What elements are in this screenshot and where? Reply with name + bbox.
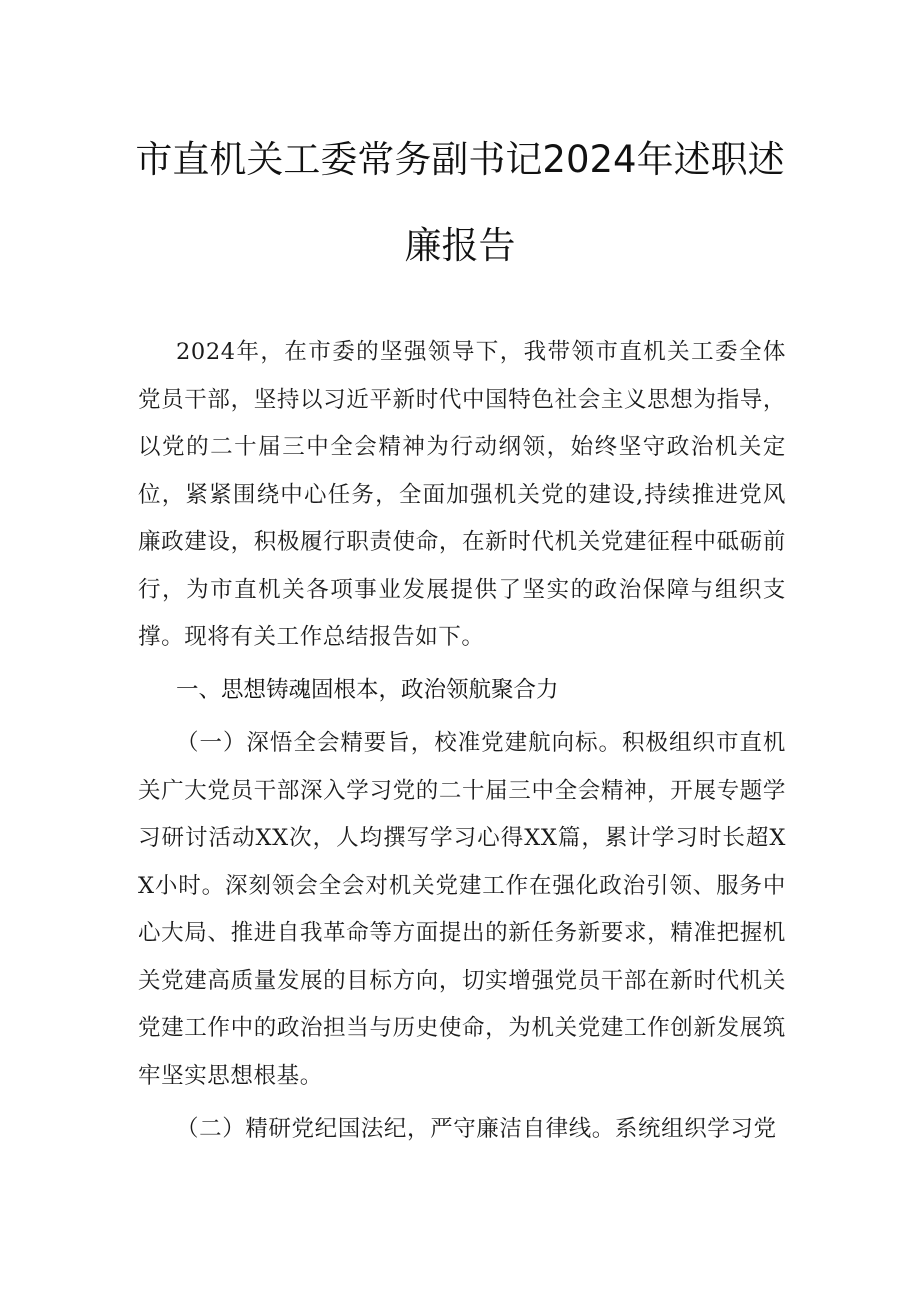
section-heading-1: 一、思想铸魂固根本，政治领航聚合力 xyxy=(176,677,559,703)
subsection-paragraph-2: （二）精研党纪国法纪，严守廉洁自律线。系统组织学习党 xyxy=(176,1116,777,1142)
intro-paragraph: 2024年，在市委的坚强领导下，我带领市直机关工委全体党员干部，坚持以习近平新时代中国特色社会主义思想为指导，以党的二十届三中全会精神为行动纲领，始终坚守政治机关定位，紧紧围绕中心任务，全面加强机关党的建设,持续推进党风廉政建设，积极履行职责使命，在新时代机关党建征程中砥砺前行，为市直机关各项事业发展提供了坚实的政治保障与组织支撑。现将有关工作总结报告如下。 xyxy=(138,339,786,650)
document-title-line-1: 市直机关工委常务副书记2024年述职述 xyxy=(135,138,785,181)
document-title-line-2: 廉报告 xyxy=(404,224,516,267)
subsection-paragraph-1: （一）深悟全会精要旨，校准党建航向标。积极组织市直机关广大党员干部深入学习党的二十届三中全会精神，开展专题学习研讨活动XX次，人均撰写学习心得XX篇，累计学习时长超XX小时。深刻领会全会对机关党建工作在强化政治引领、服务中心大局、推进自我革命等方面提出的新任务新要求，精准把握机关党建高质量发展的目标方向，切实增强党员干部在新时代机关党建工作中的政治担当与历史使命，为机关党建工作创新发展筑牢坚实思想根基。 xyxy=(138,730,786,1089)
